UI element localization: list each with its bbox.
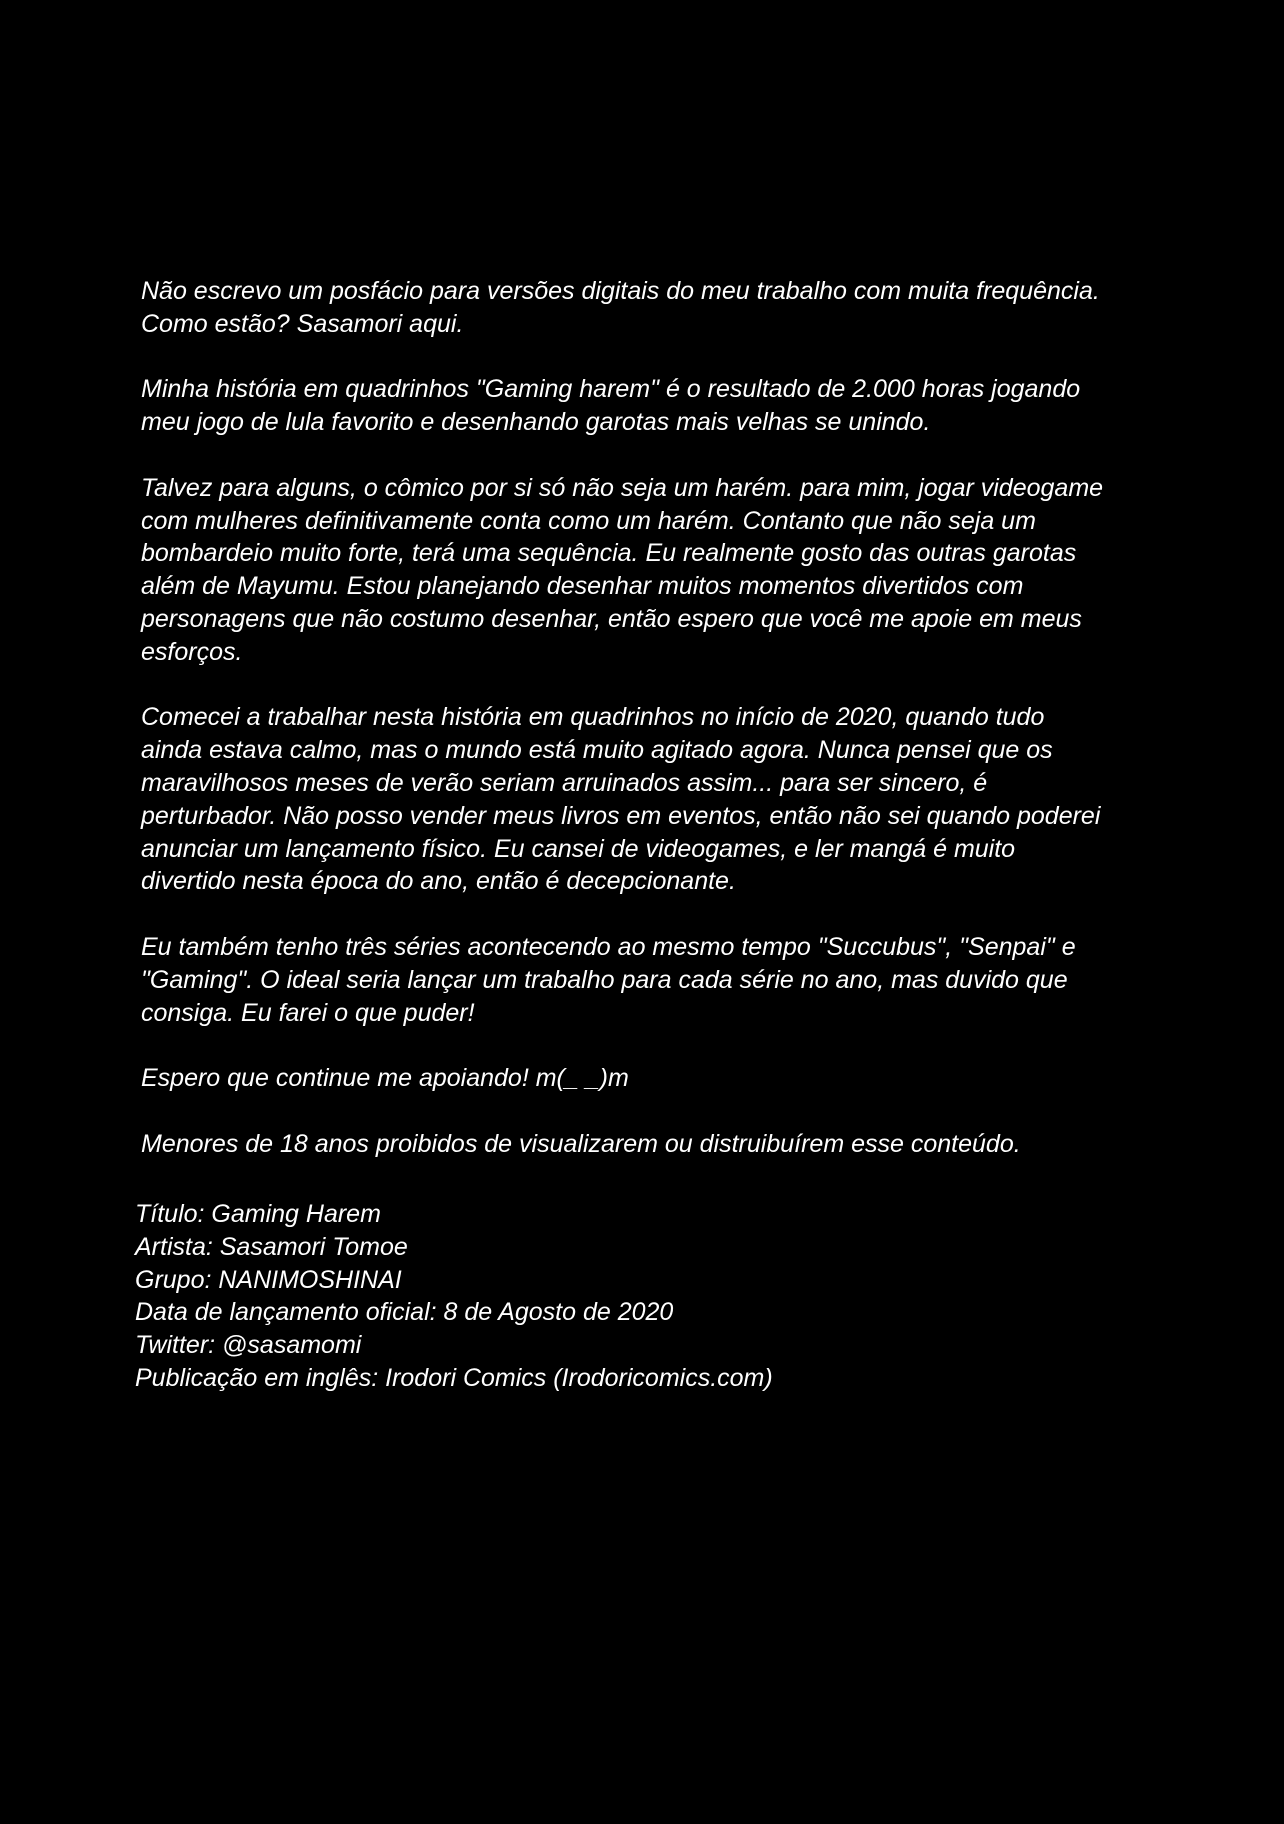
afterword-text bbox=[141, 275, 1211, 1193]
credit-release-date: Data de lançamento oficial: 8 de Agosto de 2020 bbox=[135, 1298, 674, 1327]
paragraph-intro: Não escrevo um posfácio para versões digitais do meu trabalho com muita frequência. Como estão? Sasamori aqui. bbox=[141, 277, 1100, 338]
credit-group: Grupo: NANIMOSHINAI bbox=[135, 1265, 402, 1294]
paragraph-gaming-harem: Minha história em quadrinhos "Gaming harem" é o resultado de 2.000 horas jogando meu jogo de lula favorito e desenhando garotas mais velhas se unindo. bbox=[141, 375, 1081, 437]
paragraph-harem-sequel: Talvez para alguns, o cômico por si só não seja um harém. para mim, jogar videogame com mulheres definitivamente conta como um harém. Contanto que não seja um bombardeio muito forte, terá uma sequência. Eu realmente gosto das outras garotas além de Mayumu. Estou planejando desenhar muitos momentos divertidos com personagens que não costumo desenhar, então espero que você me apoie em meus esforços. bbox=[141, 473, 1104, 666]
credits-block bbox=[135, 1198, 1205, 1395]
paragraph-support: Espero que continue me apoiando! m(_ _)m bbox=[141, 1064, 629, 1093]
paragraph-2020: Comecei a trabalhar nesta história em quadrinhos no início de 2020, quando tudo ainda estava calmo, mas o mundo está muito agitado agora. Nunca pensei que os maravilhosos meses de verão seriam arruinados assim... para ser sincero, é perturbador. Não posso vender meus livros em eventos, então não sei quando poderei anunciar um lançamento físico. Eu cansei de videogames, e ler mangá é muito divertido nesta época do ano, então é decepcionante. bbox=[141, 703, 1101, 896]
credit-title: Título: Gaming Harem bbox=[135, 1200, 381, 1228]
credit-twitter: Twitter: @sasamomi bbox=[135, 1331, 362, 1360]
paragraph-series: Eu também tenho três séries acontecendo ao mesmo tempo "Succubus", "Senpai" e "Gaming". O ideal seria lançar um trabalho para cada série no ano, mas duvido que consiga. Eu farei o que puder! bbox=[141, 932, 1076, 1027]
credit-english-publication: Publicação em inglês: Irodori Comics (Irodoricomics.com) bbox=[135, 1363, 773, 1392]
paragraph-age-warning: Menores de 18 anos proibidos de visualizarem ou distruibuírem esse conteúdo. bbox=[141, 1129, 1021, 1158]
credit-artist: Artista: Sasamori Tomoe bbox=[135, 1232, 408, 1261]
